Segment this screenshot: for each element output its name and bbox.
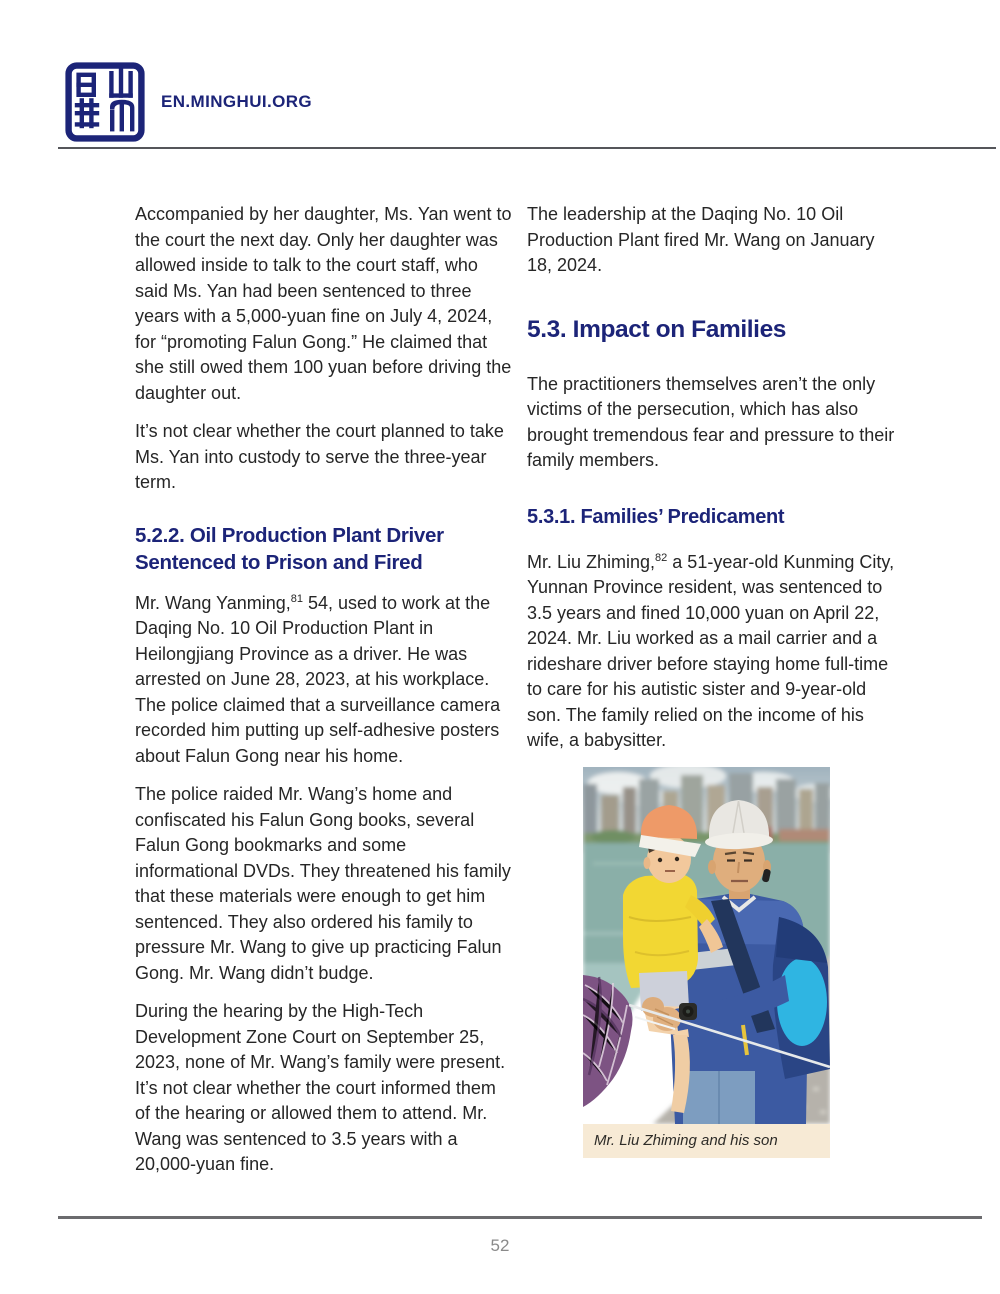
paragraph-hearing: During the hearing by the High-Tech Development Zone Court on September 25, 2023, none of Mr. Wang’s family were present. It’s not clear whether the court informed them of the hearing or allowed them to attend. Mr. Wang was sentenced to 3.5 years with a 20,000-yuan fine.: [135, 1001, 506, 1174]
section-heading-5-3-1: 5.3.1. Families’ Predicament: [527, 505, 785, 528]
section-heading-5-2-2: 5.2.2. Oil Production Plant Driver Sentenced to Prison and Fired: [135, 523, 444, 574]
site-name: EN.MINGHUI.ORG: [161, 92, 313, 111]
page-number: 52: [490, 1236, 510, 1255]
photo-figure: [583, 767, 830, 1158]
paragraph-police-raid: The police raided Mr. Wang’s home and confiscated his Falun Gong books, several Falun Gong bookmarks and some informational DVDs. They threatened his family that these materials were enough to get him sentenced. They also ordered his family to pressure Mr. Wang to give up practicing Falun Gong. Mr. Wang didn’t budge.: [135, 784, 511, 983]
section-heading-5-3: 5.3. Impact on Families: [527, 315, 787, 343]
masthead: [65, 62, 312, 142]
right-column: [527, 202, 904, 1158]
footnote-ref-82: 82: [655, 551, 668, 564]
paragraph-yan-custody: It’s not clear whether the court planned to take Ms. Yan into custody to serve the three-year term.: [135, 421, 504, 492]
paragraph-families-victims: The practitioners themselves aren’t the only victims of the persecution, which has also brought tremendous fear and pressure to their family members.: [527, 373, 895, 470]
footer-divider: [58, 1216, 982, 1219]
left-column: [135, 202, 512, 1191]
header-divider: [58, 147, 996, 149]
paragraph-wang-fired: The leadership at the Daqing No. 10 Oil Production Plant fired Mr. Wang on January 18, 2024.: [527, 204, 875, 275]
minghui-seal-icon: [65, 62, 145, 142]
liu-zhiming-photo: [583, 767, 830, 1124]
paragraph-liu-intro: Mr. Liu Zhiming,$^{82}$ a 51-year-old Kunming City, Yunnan Province resident, was sentenced to 3.5 years and fined 10,000 yuan on April 22, 2024. Mr. Liu worked as a mail carrier and a rideshare driver before staying home full-time to care for his autistic sister and 9-year-old son. The family relied on the income of his wife, a babysitter.: [527, 551, 895, 750]
paragraph-wang-intro: Mr. Wang Yanming,$^{81}$ 54, used to work at the Daqing No. 10 Oil Production Plant in Heilongjiang Province as a driver. He was arrested on June 28, 2023, at his workplace. The police claimed that a surveillance camera recorded him putting up self-adhesive posters about Falun Gong near his home.: [135, 592, 501, 766]
photo-caption: Mr. Liu Zhiming and his son: [583, 1124, 830, 1158]
footnote-ref-81: 81: [290, 592, 303, 605]
paragraph-yan-court: Accompanied by her daughter, Ms. Yan went to the court the next day. Only her daughter was allowed inside to talk to the court staff, who said Ms. Yan had been sentenced to three years with a 5,000-yuan fine on July 4, 2024, for “promoting Falun Gong.” He claimed that she still owed them 100 yuan before driving the daughter out.: [135, 204, 512, 403]
